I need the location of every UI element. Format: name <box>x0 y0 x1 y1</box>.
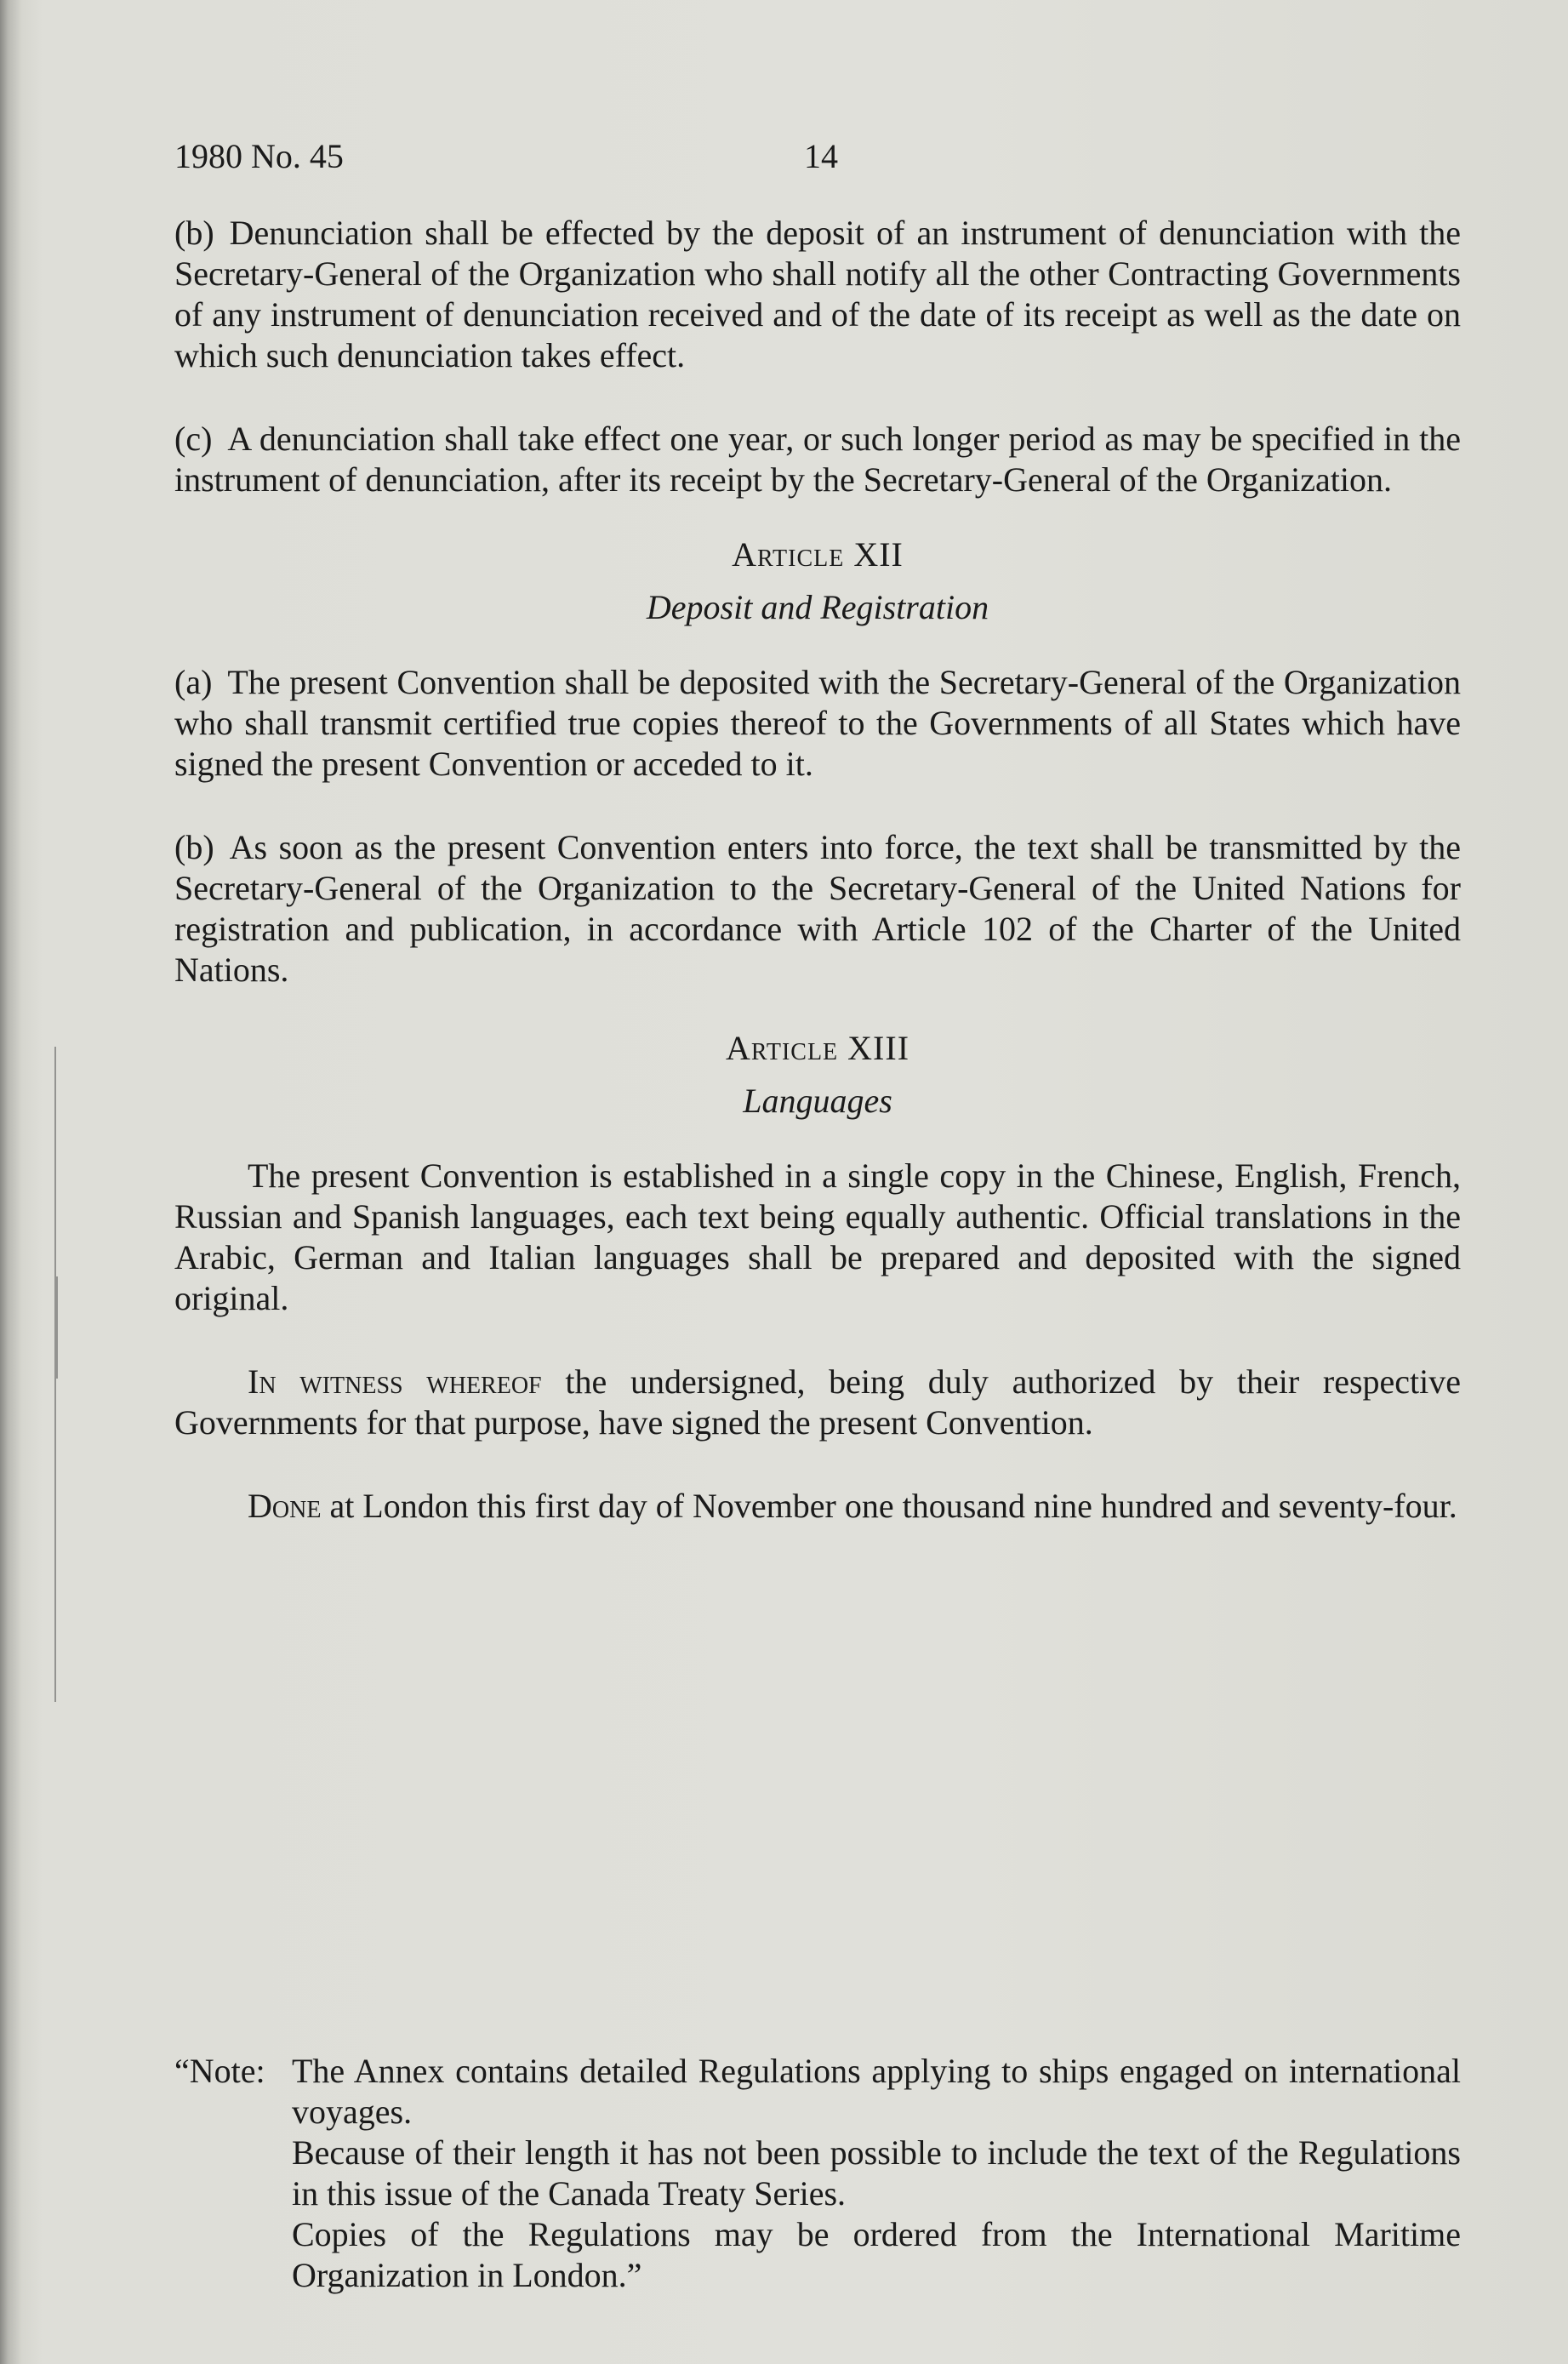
paragraph-label: (c) <box>174 420 213 458</box>
witness-text: the undersigned, being duly authorized by their respective Governments for that purpose, have signed the present Convention. <box>174 1362 1461 1442</box>
done-lead: Done <box>248 1487 322 1525</box>
article-xi-paragraph-c <box>174 419 1461 500</box>
paragraph-text: A denunciation shall take effect one year, or such longer period as may be specified in the instrument of denunciation, after its receipt by the Secretary-General of the Organization. <box>174 420 1461 499</box>
article-xiii-text: The present Convention is established in a single copy in the Chinese, English, French, Russian and Spanish languages, each text being equally authentic. Official translations in the Arabic, German and Italian languages shall be prepared and deposited with the signed original. <box>174 1156 1461 1317</box>
note-body <box>292 2051 1461 2296</box>
paragraph-text: As soon as the present Convention enters into force, the text shall be transmitted by the Secretary-General of the Organization to the Secretary-General of the United Nations for registration and publication, in accordance with Article 102 of the Charter of the United Nations. <box>174 828 1461 989</box>
note-line-1: The Annex contains detailed Regulations applying to ships engaged on international voyages. <box>292 2052 1461 2131</box>
paragraph-label: (b) <box>174 828 214 866</box>
done-clause <box>174 1486 1461 1527</box>
spine-shadow-line <box>56 1276 58 1379</box>
paragraph-label: (a) <box>174 663 213 701</box>
citation: 1980 No. 45 <box>174 137 344 175</box>
done-text: at London this first day of November one thousand nine hundred and seventy-four. <box>321 1487 1457 1525</box>
note-line-2: Because of their length it has not been possible to include the text of the Regulations in this issue of the Canada Treaty Series. <box>292 2133 1461 2213</box>
editorial-note <box>174 2051 1461 2296</box>
note-label: “Note: <box>174 2052 265 2090</box>
article-xii-title: Article XII <box>732 535 904 574</box>
witness-clause <box>174 1362 1461 1443</box>
article-xiii-title: Article XIII <box>725 1029 910 1067</box>
paragraph-text: Denunciation shall be effected by the deposit of an instrument of denunciation with the Secretary-General of the Organization who shall notify all the other Contracting Governments of any instrument of denunciation received and of the date of its receipt as well as the date on which such denunciation takes effect. <box>174 214 1461 374</box>
article-xii-subtitle: Deposit and Registration <box>646 588 989 626</box>
note-line-3: Copies of the Regulations may be ordered from the International Maritime Organization in London.” <box>292 2215 1461 2294</box>
article-xiii-subtitle: Languages <box>743 1082 892 1120</box>
article-xii-paragraph-b <box>174 827 1461 991</box>
document-body <box>174 136 1461 1527</box>
article-xii-paragraph-a <box>174 662 1461 785</box>
page-number: 14 <box>804 137 838 175</box>
paragraph-text: The present Convention shall be deposited with the Secretary-General of the Organization who shall transmit certified true copies thereof to the Governments of all States which have signed the present Convention or acceded to it. <box>174 663 1461 783</box>
article-xi-paragraph-b <box>174 213 1461 376</box>
page-header <box>174 136 1461 187</box>
witness-lead: In witness whereof <box>248 1362 542 1401</box>
paragraph-label: (b) <box>174 214 214 252</box>
note-first-line <box>174 2051 1461 2296</box>
